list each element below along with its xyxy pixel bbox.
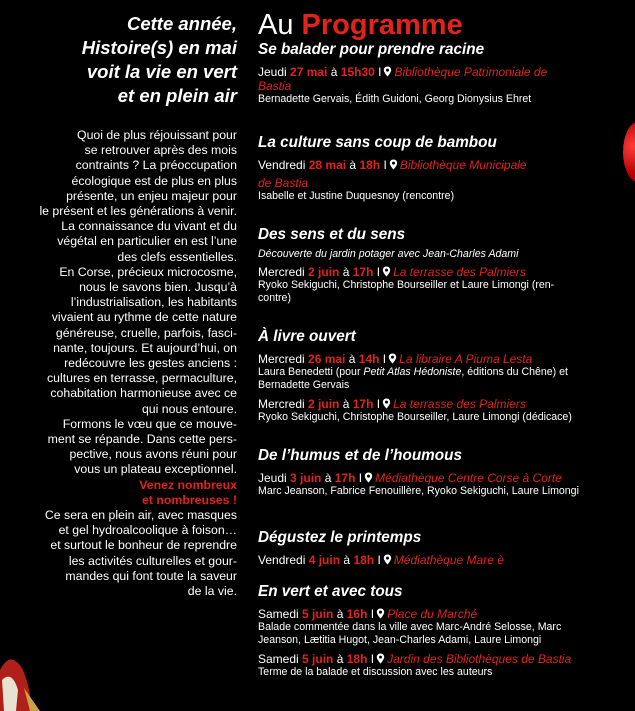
event-place: La libraire A Piuma Lesta bbox=[399, 352, 533, 366]
event-participants: Bernadette Gervais, Édith Guidoni, Georg Dionysius Ehret bbox=[258, 93, 532, 105]
text-line: Venez nombreux bbox=[139, 477, 237, 492]
event-place: Médiathèque Mare è bbox=[393, 553, 504, 567]
text-line: mandes qui font toute la saveur bbox=[65, 568, 237, 583]
event-item bbox=[258, 352, 628, 392]
event-at: à bbox=[342, 265, 350, 279]
callout bbox=[5, 478, 237, 508]
event-when bbox=[258, 352, 628, 366]
text-line: des clefs essentielles. bbox=[117, 249, 237, 264]
event-date: 3 juin bbox=[290, 471, 322, 485]
location-pin-icon bbox=[382, 266, 391, 277]
location-pin-icon bbox=[376, 608, 385, 619]
event-item bbox=[258, 397, 628, 424]
event-place: Bibliothèque Patrimoniale de bbox=[394, 65, 548, 79]
event-participants: Balade commentée dans la ville avec Marc-André Selosse, Marc bbox=[258, 621, 562, 633]
intro-column bbox=[0, 0, 245, 711]
programme-section bbox=[258, 582, 628, 679]
event-time: 17h bbox=[352, 265, 374, 279]
event-time: 18h bbox=[346, 652, 368, 666]
event-day: Samedi bbox=[258, 607, 299, 621]
decorative-pot-illustration bbox=[0, 640, 60, 711]
event-date: 2 juin bbox=[308, 397, 340, 411]
section-title: De l’humus et de l’houmous bbox=[258, 447, 462, 464]
text-line: le présent et les générations à venir. bbox=[39, 204, 237, 219]
lead-line: voit la vie en vert bbox=[86, 61, 237, 82]
text-line: et nombreuses ! bbox=[142, 492, 237, 507]
event-item bbox=[258, 607, 628, 647]
event-at: à bbox=[336, 607, 344, 621]
event-separator: I bbox=[370, 652, 375, 666]
event-date: 26 mai bbox=[308, 352, 346, 366]
section-subtitle: Découverte du jardin potager avec Jean-Charles Adami bbox=[258, 248, 519, 260]
event-when bbox=[258, 553, 628, 567]
lead-line: Cette année, bbox=[126, 13, 237, 34]
event-time: 17h bbox=[352, 397, 374, 411]
title-part-programme: Programme bbox=[301, 9, 463, 41]
text-line: pective, nous avons réuni pour bbox=[69, 447, 237, 462]
event-day: Jeudi bbox=[258, 65, 287, 79]
event-separator: I bbox=[378, 65, 382, 79]
text-line: vivaient au rythme de cette nature bbox=[51, 310, 237, 325]
event-place: Bibliothèque Municipale bbox=[399, 158, 527, 172]
text-line: l’industrialisation, les habitants bbox=[70, 295, 237, 310]
programme-section bbox=[258, 446, 628, 498]
section-title: Se balader pour prendre racine bbox=[258, 41, 485, 58]
section-title: À livre ouvert bbox=[258, 328, 356, 345]
text-line: redécouvre les gestes anciens : bbox=[64, 356, 237, 371]
event-item bbox=[258, 265, 628, 305]
text-line: et surtout le bonheur de reprendre bbox=[50, 538, 237, 553]
text-line: nous le savons bien. Jusqu’à bbox=[79, 280, 237, 295]
event-at: à bbox=[349, 158, 357, 172]
location-pin-icon bbox=[388, 353, 397, 364]
section-title: La culture sans coup de bambou bbox=[258, 134, 497, 151]
event-date: 4 juin bbox=[308, 553, 341, 567]
text-line: cultures en terrasse, permaculture, bbox=[46, 371, 237, 386]
text-line: généreuse, cruelle, parfois, fasci- bbox=[55, 325, 237, 340]
closing-paragraph bbox=[5, 508, 237, 599]
event-place-continued: de Bastia bbox=[258, 176, 309, 190]
intro-paragraph bbox=[5, 128, 237, 478]
event-place: Jardin des Bibliothèques de Bastia bbox=[387, 652, 572, 666]
event-participants: Ryoko Sekiguchi, Christophe Bourseiller, Laure Limongi (dédicace) bbox=[258, 411, 572, 423]
event-separator: I bbox=[376, 397, 381, 411]
text-line: cohabitation harmonieuse avec ce bbox=[50, 386, 237, 401]
event-time: 15h30 bbox=[340, 65, 375, 79]
event-separator: I bbox=[376, 265, 381, 279]
text-line: les activités culturelles et gour- bbox=[68, 553, 237, 568]
location-pin-icon bbox=[383, 66, 392, 77]
event-participants bbox=[258, 366, 628, 379]
event-date: 27 mai bbox=[290, 65, 328, 79]
participants-text: Laura Benedetti (pour bbox=[258, 366, 364, 378]
programme-title bbox=[258, 8, 463, 42]
event-time: 18h bbox=[353, 553, 375, 567]
event-separator: I bbox=[358, 471, 363, 485]
programme-section bbox=[258, 528, 628, 567]
event-participants: Jeanson, Lætitia Hugot, Jean-Charles Adami, Laure Limongi bbox=[258, 634, 542, 646]
section-title: En vert et avec tous bbox=[258, 583, 403, 600]
event-participants: Marc Jeanson, Fabrice Fenouillère, Ryoko Sekiguchi, Laure Limongi bbox=[258, 485, 579, 497]
event-when bbox=[258, 65, 628, 79]
text-line: vous un plateau exceptionnel. bbox=[74, 462, 237, 477]
event-day: Vendredi bbox=[258, 158, 306, 172]
event-time: 18h bbox=[359, 158, 381, 172]
event-day: Vendredi bbox=[258, 553, 306, 567]
event-date: 5 juin bbox=[302, 607, 334, 621]
event-item bbox=[258, 553, 628, 567]
event-at: à bbox=[343, 553, 351, 567]
event-date: 5 juin bbox=[302, 652, 334, 666]
event-participants: contre) bbox=[258, 292, 291, 304]
event-when bbox=[258, 397, 628, 411]
location-pin-icon bbox=[376, 653, 385, 664]
event-date: 2 juin bbox=[308, 265, 340, 279]
event-participants: Bernadette Gervais bbox=[258, 379, 350, 391]
lead-line: et en plein air bbox=[117, 85, 237, 106]
event-time: 14h bbox=[358, 352, 380, 366]
event-at: à bbox=[336, 652, 344, 666]
intro-text bbox=[5, 128, 237, 599]
location-pin-icon bbox=[389, 159, 398, 170]
event-at: à bbox=[330, 65, 338, 79]
event-day: Samedi bbox=[258, 652, 299, 666]
event-day: Mercredi bbox=[258, 265, 305, 279]
text-line: végétal en particulier en est l’une bbox=[57, 234, 237, 249]
event-day: Mercredi bbox=[258, 352, 305, 366]
event-participants: Terme de la balade et discussion avec les auteurs bbox=[258, 666, 493, 678]
programme-section bbox=[258, 327, 628, 424]
event-participants: Ryoko Sekiguchi, Christophe Bourseiller et Laure Limongi (ren- bbox=[258, 279, 555, 291]
text-line: qui nous entoure. bbox=[141, 401, 237, 416]
event-at: à bbox=[324, 471, 332, 485]
event-place: Place du Marché bbox=[387, 607, 478, 621]
text-line: Formons le vœu que ce mouve- bbox=[62, 416, 237, 431]
event-participants: Isabelle et Justine Duquesnoy (rencontre) bbox=[258, 190, 455, 202]
event-item bbox=[258, 158, 628, 203]
event-when bbox=[258, 471, 628, 485]
event-day: Mercredi bbox=[258, 397, 305, 411]
event-at: à bbox=[342, 397, 350, 411]
participants-text: , éditions du Chêne) et bbox=[461, 366, 568, 378]
text-line: La connaissance du vivant et du bbox=[61, 219, 237, 234]
location-pin-icon bbox=[364, 472, 373, 483]
event-item bbox=[258, 65, 628, 106]
location-pin-icon bbox=[383, 554, 392, 565]
event-place: La terrasse des Palmiers bbox=[393, 397, 526, 411]
event-date: 28 mai bbox=[308, 158, 347, 172]
text-line: et gel hydroalcoolique à foison… bbox=[58, 523, 237, 538]
text-line: nante, toujours. Et aujourd’hui, on bbox=[53, 340, 237, 355]
event-at: à bbox=[348, 352, 356, 366]
location-pin-icon bbox=[382, 398, 391, 409]
text-line: ment se répande. Dans cette pers- bbox=[47, 432, 237, 447]
lead-line: Histoire(s) en mai bbox=[81, 37, 237, 58]
event-item bbox=[258, 471, 628, 498]
event-separator: I bbox=[382, 352, 387, 366]
event-separator: I bbox=[383, 158, 387, 172]
text-line: écologique est de plus en plus bbox=[71, 173, 237, 188]
event-when bbox=[258, 652, 628, 666]
event-place-continued: Bastia bbox=[258, 79, 292, 93]
text-line: de la vie. bbox=[187, 584, 237, 599]
programme-section bbox=[258, 225, 628, 305]
event-time: 16h bbox=[346, 607, 368, 621]
programme-section bbox=[258, 40, 628, 106]
event-time: 17h bbox=[334, 471, 356, 485]
event-when bbox=[258, 265, 628, 279]
event-place: Médiathèque Centre Corse à Corte bbox=[375, 471, 562, 485]
text-line: En Corse, précieux microcosme, bbox=[59, 264, 237, 279]
event-when bbox=[258, 158, 628, 172]
section-title: Dégustez le printemps bbox=[258, 529, 422, 546]
book-title: Petit Atlas Hédoniste bbox=[363, 366, 462, 378]
text-line: se retrouver après des mois bbox=[84, 143, 237, 158]
text-line: Ce sera en plein air, avec masques bbox=[44, 508, 237, 523]
text-line: Quoi de plus réjouissant pour bbox=[77, 128, 237, 142]
event-place: La terrasse des Palmiers bbox=[393, 265, 526, 279]
event-separator: I bbox=[377, 553, 381, 567]
title-part-au: Au bbox=[258, 9, 294, 41]
event-item bbox=[258, 652, 628, 679]
event-when bbox=[258, 607, 628, 621]
event-separator: I bbox=[370, 607, 375, 621]
text-line: contraints ? La préoccupation bbox=[75, 158, 237, 173]
programme-section bbox=[258, 133, 628, 203]
event-day: Jeudi bbox=[258, 471, 287, 485]
text-line: présente, un enjeu majeur pour bbox=[66, 188, 237, 203]
section-title: Des sens et du sens bbox=[258, 226, 406, 243]
lead-heading bbox=[7, 12, 237, 108]
